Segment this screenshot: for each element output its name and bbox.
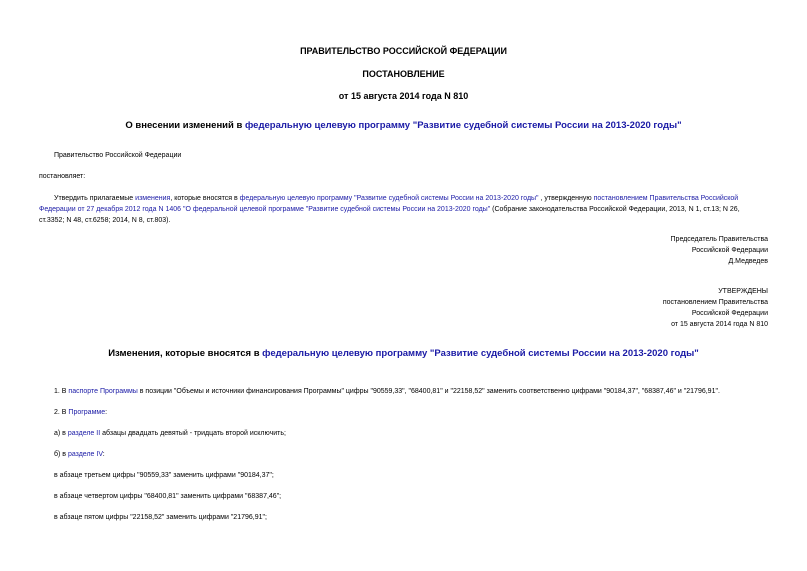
item-1: 1. В паспорте Программы в позиции "Объемы и источники финансирования Программы" цифры "90559,33", "68400,81" и "22158,52" заменить соответственно цифрами "90184,37", "68387,46" и "21796,91". — [54, 388, 720, 395]
item-b: б) в разделе IV: — [54, 451, 105, 458]
resolution-link-part2[interactable]: Федерации от 27 декабря 2012 года N 1406 "О федеральной целевой программе "Развитие судебной системы России на 2013-2020 годы" — [39, 206, 491, 213]
intro-decrees: постановляет: — [39, 173, 86, 180]
decree-line-2: Федерации от 27 декабря 2012 года N 1406 "О федеральной целевой программе "Развитие судебной системы России на 2013-2020 годы" (Собрание законодательства Российской Федерации, 2013, N 1, ст.13; N 26, — [39, 206, 740, 213]
decree-line-1: Утвердить прилагаемые изменения, которые вносятся в федеральную целевую программу "Развитие судебной системы России на 2013-2020 годы" , утвержденную постановлением Правительства Российской — [54, 195, 739, 202]
approved-line-3: от 15 августа 2014 года N 810 — [671, 321, 768, 328]
approved-line-1: постановлением Правительства — [662, 299, 768, 306]
changes-program-link[interactable]: федеральную целевую программу "Развитие судебной системы России на 2013-2020 годы" — [262, 348, 699, 359]
program-link[interactable]: федеральную целевую программу "Развитие судебной системы России на 2013-2020 годы" — [244, 120, 682, 131]
item-b-3: в абзаце пятом цифры "22158,52" заменить цифрами "21796,91"; — [54, 514, 267, 521]
passport-link[interactable]: паспорте Программы — [68, 388, 138, 395]
program-link-inline[interactable]: федеральную целевую программу "Развитие судебной системы России на 2013-2020 годы" — [239, 195, 539, 202]
item-a: а) в разделе II абзацы двадцать девятый - тридцать второй исключить; — [54, 430, 286, 437]
decree-paragraph — [39, 193, 768, 226]
signature-position-1: Председатель Правительства — [670, 236, 768, 243]
program-body-link[interactable]: Программе — [68, 409, 106, 416]
document-type-heading: ПОСТАНОВЛЕНИЕ — [362, 69, 445, 79]
decree-line-3: ст.3352; N 48, ст.6258; 2014, N 8, ст.803). — [39, 217, 171, 224]
document-date-number: от 15 августа 2014 года N 810 — [338, 91, 469, 101]
government-heading: ПРАВИТЕЛЬСТВО РОССИЙСКОЙ ФЕДЕРАЦИИ — [300, 46, 507, 56]
document-title-prefix: О внесении изменений в — [125, 120, 245, 131]
signature-name: Д.Медведев — [728, 258, 768, 265]
document-title — [0, 120, 807, 131]
intro-government: Правительство Российской Федерации — [54, 152, 182, 159]
item-b-1: в абзаце третьем цифры "90559,33" заменить цифрами "90184,37"; — [54, 472, 274, 479]
changes-link[interactable]: изменения — [135, 195, 171, 202]
changes-title — [0, 348, 807, 359]
resolution-link-part1[interactable]: постановлением Правительства Российской — [593, 195, 739, 202]
item-2: 2. В Программе: — [54, 409, 108, 416]
approved-label: УТВЕРЖДЕНЫ — [718, 288, 768, 295]
signature-position-2: Российской Федерации — [691, 247, 768, 254]
changes-title-prefix: Изменения, которые вносятся в — [108, 348, 263, 359]
item-b-2: в абзаце четвертом цифры "68400,81" заменить цифрами "68387,46"; — [54, 493, 282, 500]
section-ii-link[interactable]: разделе II — [67, 430, 101, 437]
approved-line-2: Российской Федерации — [691, 310, 768, 317]
section-iv-link[interactable]: разделе IV — [67, 451, 103, 458]
